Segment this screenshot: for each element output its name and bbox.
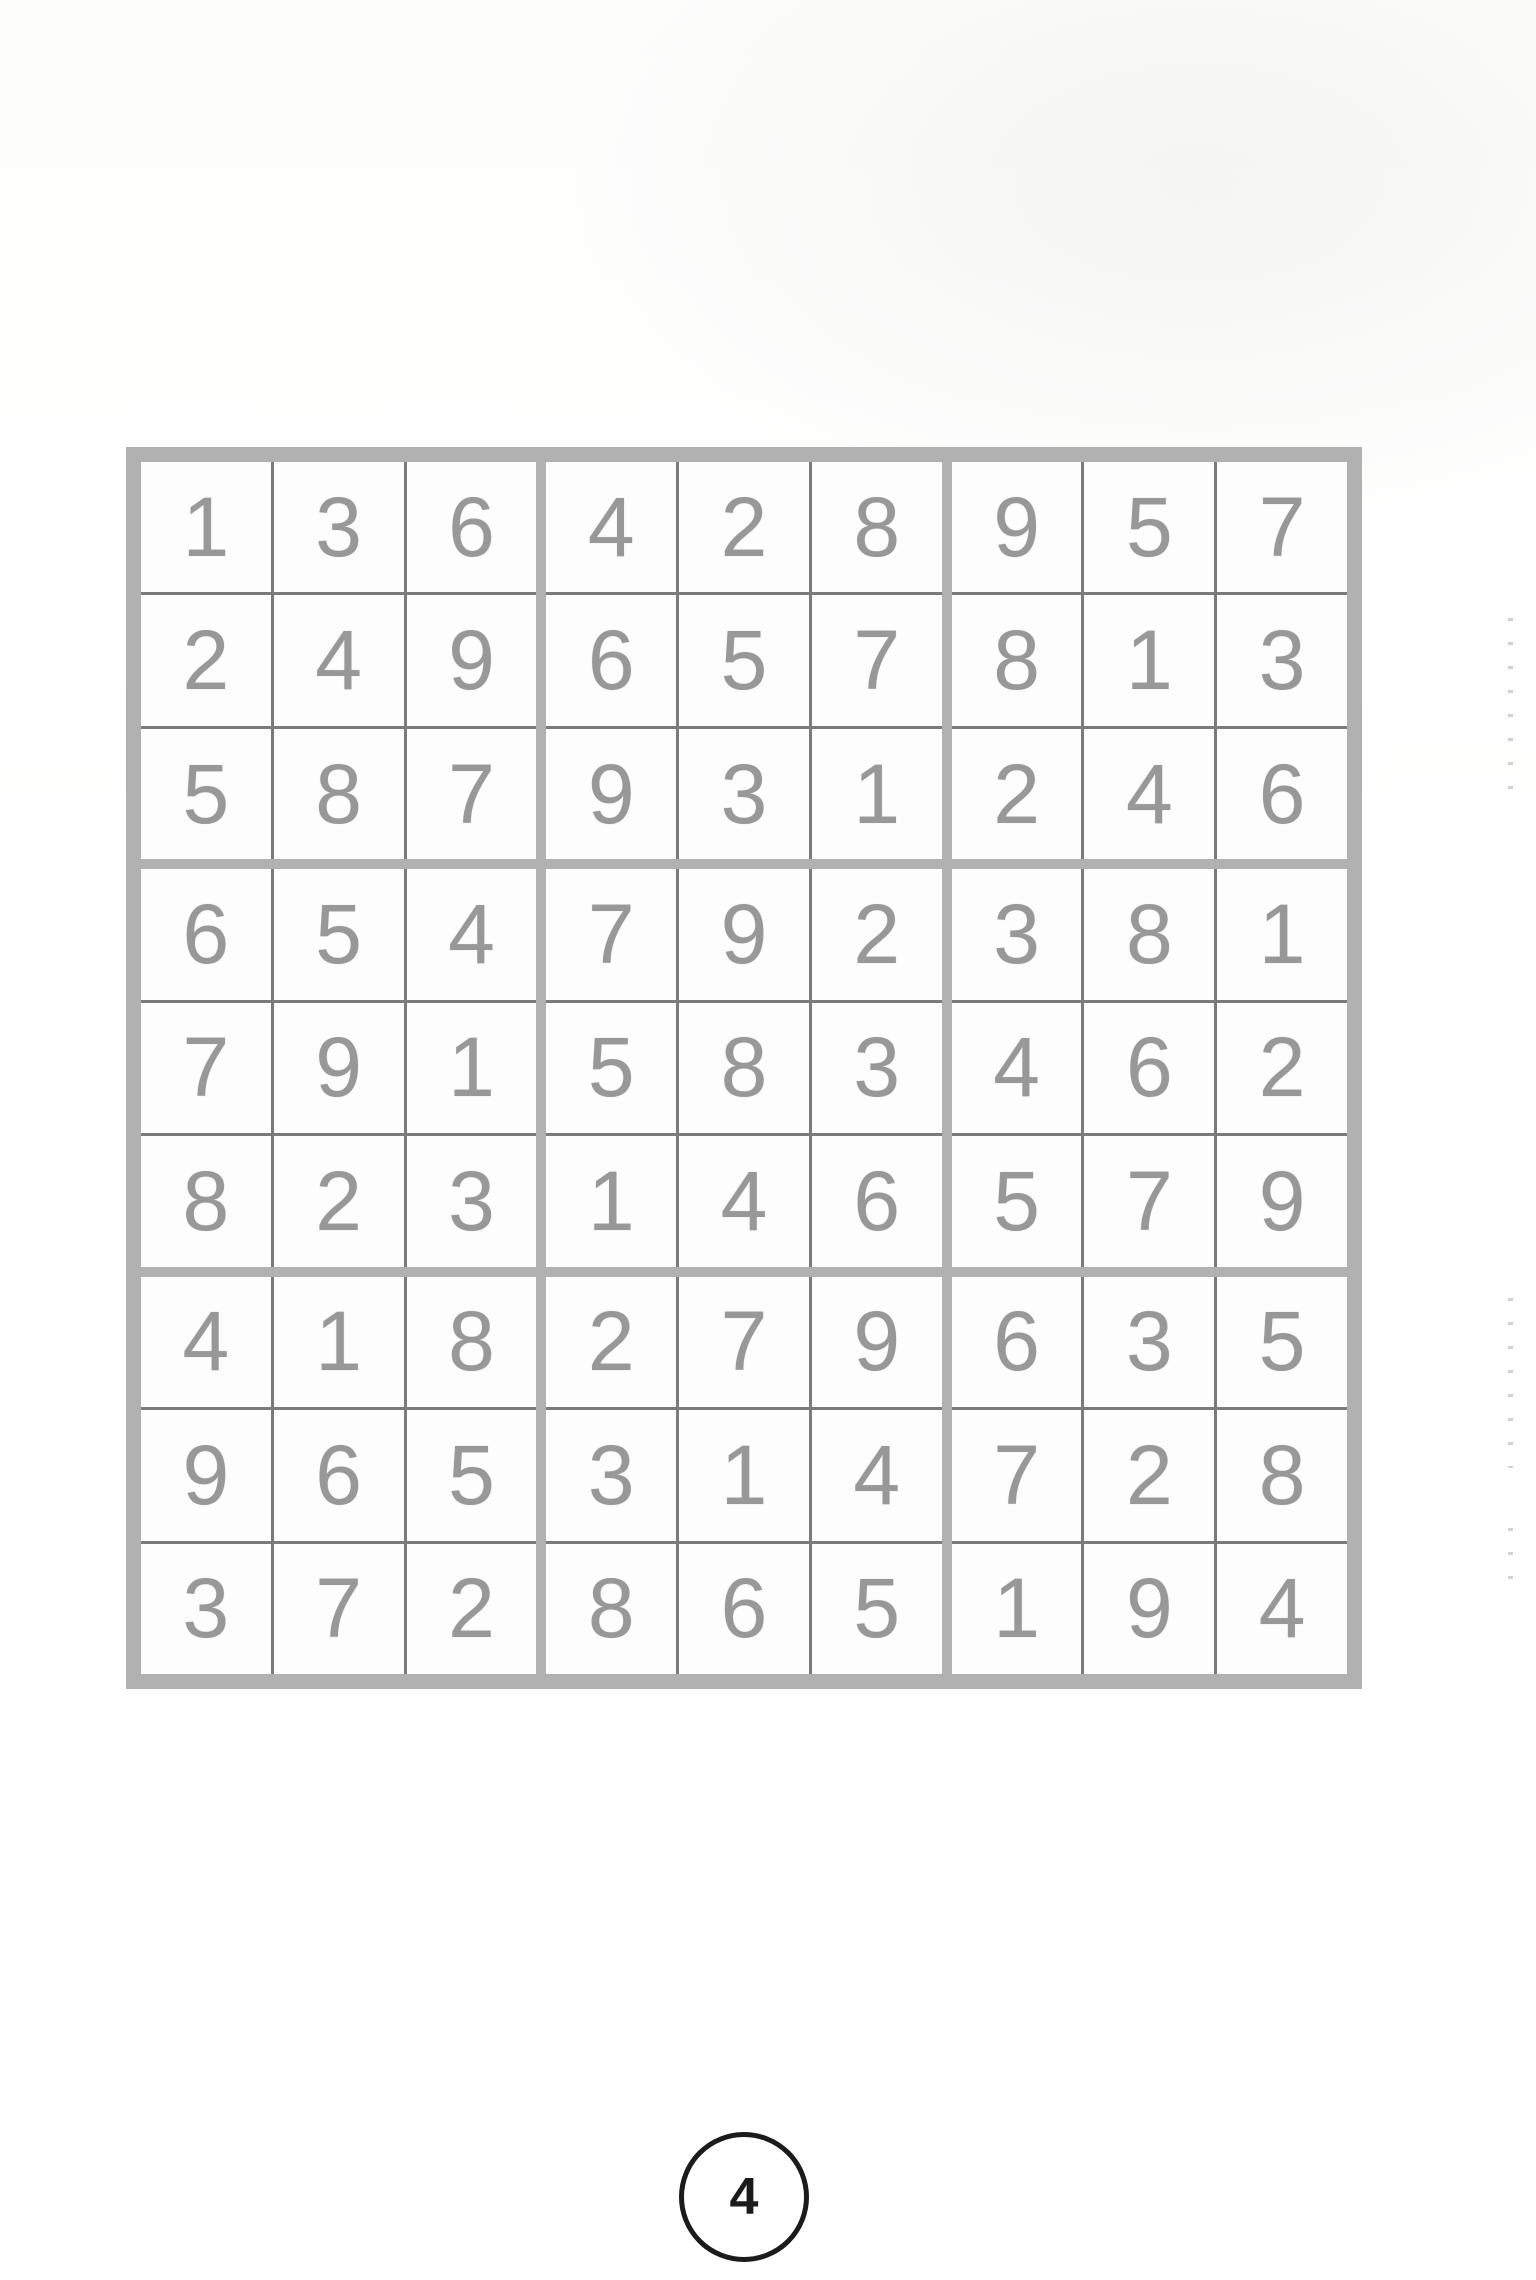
- sudoku-cell-r2c6: 7: [812, 595, 942, 725]
- sudoku-cell-r6c7: 5: [952, 1136, 1082, 1266]
- sudoku-grid: [126, 447, 1362, 1689]
- sudoku-cell-r9c2: 7: [274, 1544, 404, 1674]
- sudoku-cell-r7c1: 4: [141, 1277, 271, 1407]
- sudoku-cell-r3c2: 8: [274, 729, 404, 859]
- sudoku-cell-r4c4: 7: [546, 869, 676, 999]
- scan-artifact-dots: [1508, 1298, 1513, 1468]
- sudoku-cell-r5c4: 5: [546, 1003, 676, 1133]
- sudoku-cell-r6c8: 7: [1084, 1136, 1214, 1266]
- page-number: 4: [729, 2168, 759, 2226]
- sudoku-cell-r8c3: 5: [407, 1410, 537, 1540]
- sudoku-cell-r8c6: 4: [812, 1410, 942, 1540]
- sudoku-cell-r4c5: 9: [679, 869, 809, 999]
- sudoku-cell-r1c9: 7: [1217, 462, 1347, 592]
- sudoku-box-1: [141, 462, 536, 859]
- sudoku-cell-r5c8: 6: [1084, 1003, 1214, 1133]
- sudoku-box-9: [952, 1277, 1347, 1674]
- scan-artifact-dots: [1508, 1528, 1513, 1594]
- sudoku-cell-r1c2: 3: [274, 462, 404, 592]
- sudoku-cell-r2c3: 9: [407, 595, 537, 725]
- sudoku-cell-r4c7: 3: [952, 869, 1082, 999]
- sudoku-cell-r6c3: 3: [407, 1136, 537, 1266]
- sudoku-cell-r3c5: 3: [679, 729, 809, 859]
- sudoku-cell-r6c2: 2: [274, 1136, 404, 1266]
- sudoku-cell-r7c7: 6: [952, 1277, 1082, 1407]
- sudoku-cell-r7c2: 1: [274, 1277, 404, 1407]
- sudoku-cell-r6c5: 4: [679, 1136, 809, 1266]
- sudoku-cell-r6c4: 1: [546, 1136, 676, 1266]
- sudoku-cell-r1c6: 8: [812, 462, 942, 592]
- sudoku-cell-r5c1: 7: [141, 1003, 271, 1133]
- sudoku-cell-r4c3: 4: [407, 869, 537, 999]
- sudoku-cell-r4c6: 2: [812, 869, 942, 999]
- sudoku-cell-r5c5: 8: [679, 1003, 809, 1133]
- sudoku-cell-r6c1: 8: [141, 1136, 271, 1266]
- sudoku-cell-r7c3: 8: [407, 1277, 537, 1407]
- sudoku-cell-r4c2: 5: [274, 869, 404, 999]
- sudoku-cell-r8c2: 6: [274, 1410, 404, 1540]
- sudoku-cell-r4c9: 1: [1217, 869, 1347, 999]
- sudoku-cell-r3c1: 5: [141, 729, 271, 859]
- sudoku-cell-r3c3: 7: [407, 729, 537, 859]
- sudoku-cell-r3c7: 2: [952, 729, 1082, 859]
- sudoku-cell-r1c7: 9: [952, 462, 1082, 592]
- sudoku-cell-r8c5: 1: [679, 1410, 809, 1540]
- sudoku-cell-r9c4: 8: [546, 1544, 676, 1674]
- page-number-badge: [679, 2132, 809, 2262]
- sudoku-cell-r3c6: 1: [812, 729, 942, 859]
- sudoku-cell-r5c6: 3: [812, 1003, 942, 1133]
- sudoku-cell-r4c8: 8: [1084, 869, 1214, 999]
- sudoku-cell-r2c9: 3: [1217, 595, 1347, 725]
- sudoku-cell-r9c6: 5: [812, 1544, 942, 1674]
- sudoku-cell-r1c8: 5: [1084, 462, 1214, 592]
- sudoku-cell-r8c8: 2: [1084, 1410, 1214, 1540]
- sudoku-cell-r1c5: 2: [679, 462, 809, 592]
- sudoku-cell-r7c4: 2: [546, 1277, 676, 1407]
- sudoku-cell-r5c7: 4: [952, 1003, 1082, 1133]
- sudoku-cell-r5c9: 2: [1217, 1003, 1347, 1133]
- sudoku-cell-r2c2: 4: [274, 595, 404, 725]
- sudoku-cell-r3c9: 6: [1217, 729, 1347, 859]
- sudoku-cell-r9c3: 2: [407, 1544, 537, 1674]
- sudoku-cell-r8c9: 8: [1217, 1410, 1347, 1540]
- sudoku-cell-r2c5: 5: [679, 595, 809, 725]
- sudoku-box-2: [546, 462, 941, 859]
- sudoku-cell-r3c4: 9: [546, 729, 676, 859]
- scan-artifact-dots: [1508, 618, 1513, 803]
- sudoku-box-3: [952, 462, 1347, 859]
- sudoku-cell-r4c1: 6: [141, 869, 271, 999]
- sudoku-cell-r8c1: 9: [141, 1410, 271, 1540]
- sudoku-box-6: [952, 869, 1347, 1266]
- sudoku-cell-r8c7: 7: [952, 1410, 1082, 1540]
- sudoku-cell-r2c1: 2: [141, 595, 271, 725]
- sudoku-box-7: [141, 1277, 536, 1674]
- sudoku-cell-r6c6: 6: [812, 1136, 942, 1266]
- sudoku-box-8: [546, 1277, 941, 1674]
- sudoku-cell-r2c7: 8: [952, 595, 1082, 725]
- sudoku-cell-r9c8: 9: [1084, 1544, 1214, 1674]
- sudoku-cell-r9c9: 4: [1217, 1544, 1347, 1674]
- sudoku-cell-r1c4: 4: [546, 462, 676, 592]
- sudoku-cell-r1c1: 1: [141, 462, 271, 592]
- sudoku-cell-r7c5: 7: [679, 1277, 809, 1407]
- sudoku-cell-r9c1: 3: [141, 1544, 271, 1674]
- sudoku-box-4: [141, 869, 536, 1266]
- sudoku-cell-r7c9: 5: [1217, 1277, 1347, 1407]
- sudoku-cell-r5c2: 9: [274, 1003, 404, 1133]
- sudoku-cell-r9c7: 1: [952, 1544, 1082, 1674]
- sudoku-cell-r6c9: 9: [1217, 1136, 1347, 1266]
- sudoku-cell-r7c8: 3: [1084, 1277, 1214, 1407]
- sudoku-cell-r2c8: 1: [1084, 595, 1214, 725]
- sudoku-cell-r7c6: 9: [812, 1277, 942, 1407]
- sudoku-box-5: [546, 869, 941, 1266]
- sudoku-cell-r2c4: 6: [546, 595, 676, 725]
- sudoku-cell-r8c4: 3: [546, 1410, 676, 1540]
- sudoku-cell-r5c3: 1: [407, 1003, 537, 1133]
- sudoku-cell-r9c5: 6: [679, 1544, 809, 1674]
- sudoku-cell-r1c3: 6: [407, 462, 537, 592]
- sudoku-cell-r3c8: 4: [1084, 729, 1214, 859]
